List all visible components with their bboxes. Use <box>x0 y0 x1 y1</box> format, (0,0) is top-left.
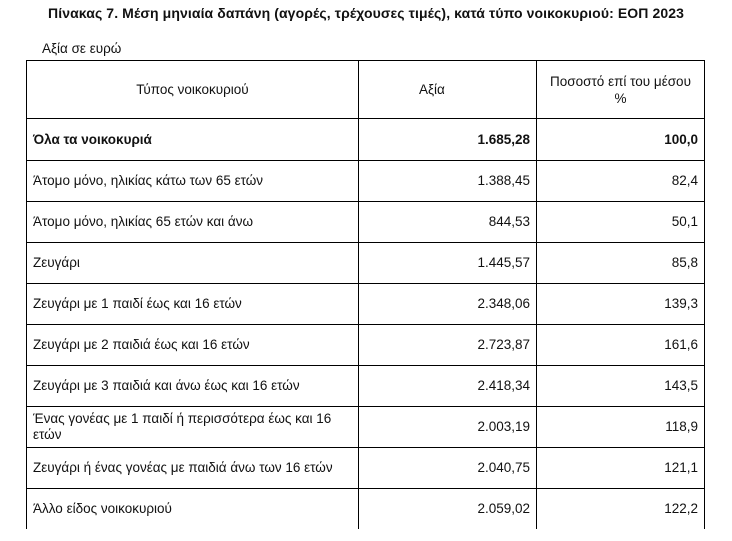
row-percent: 121,1 <box>537 448 705 489</box>
row-label: Όλα τα νοικοκυριά <box>27 119 359 161</box>
row-percent: 118,9 <box>537 407 705 448</box>
row-percent: 100,0 <box>537 119 705 161</box>
row-percent: 85,8 <box>537 243 705 284</box>
row-percent: 143,5 <box>537 366 705 407</box>
header-percent <box>537 61 705 119</box>
header-percent-line1: Ποσοστό επί του μέσου <box>550 73 691 89</box>
row-value: 2.003,19 <box>359 407 537 448</box>
row-value: 1.388,45 <box>359 161 537 202</box>
expenditure-table <box>26 60 705 529</box>
header-value: Αξία <box>359 61 537 119</box>
row-label: Άτομο μόνο, ηλικίας 65 ετών και άνω <box>27 202 359 243</box>
row-label: Ζευγάρι με 3 παιδιά και άνω έως και 16 ετών <box>27 366 359 407</box>
row-percent: 161,6 <box>537 325 705 366</box>
header-percent-line2: % <box>614 90 627 106</box>
table-title: Πίνακας 7. Μέση μηνιαία δαπάνη (αγορές, τρέχουσες τιμές), κατά τύπο νοικοκυριού: ΕΟΠ 2023 <box>48 5 684 21</box>
row-label: Άλλο είδος νοικοκυριού <box>27 489 359 530</box>
table-row <box>27 161 705 202</box>
row-value: 2.059,02 <box>359 489 537 530</box>
row-value: 2.040,75 <box>359 448 537 489</box>
row-value: 844,53 <box>359 202 537 243</box>
table-row <box>27 448 705 489</box>
row-value: 1.685,28 <box>359 119 537 161</box>
row-label: Ζευγάρι <box>27 243 359 284</box>
row-label: Ένας γονέας με 1 παιδί ή περισσότερα έως και 16 ετών <box>27 407 359 448</box>
table-row <box>27 202 705 243</box>
table-row <box>27 325 705 366</box>
table-row <box>27 284 705 325</box>
table-row <box>27 366 705 407</box>
row-percent: 50,1 <box>537 202 705 243</box>
row-label: Ζευγάρι με 1 παιδί έως και 16 ετών <box>27 284 359 325</box>
table-row <box>27 489 705 530</box>
header-household-type: Τύπος νοικοκυριού <box>27 61 359 119</box>
table-row-total <box>27 119 705 161</box>
table-row <box>27 407 705 448</box>
row-label: Ζευγάρι ή ένας γονέας με παιδιά άνω των 16 ετών <box>27 448 359 489</box>
header-row <box>27 61 705 119</box>
row-value: 2.348,06 <box>359 284 537 325</box>
unit-note: Αξία σε ευρώ <box>42 41 122 56</box>
row-value: 2.723,87 <box>359 325 537 366</box>
row-value: 2.418,34 <box>359 366 537 407</box>
row-percent: 139,3 <box>537 284 705 325</box>
table-row <box>27 243 705 284</box>
row-label: Άτομο μόνο, ηλικίας κάτω των 65 ετών <box>27 161 359 202</box>
row-value: 1.445,57 <box>359 243 537 284</box>
row-label: Ζευγάρι με 2 παιδιά έως και 16 ετών <box>27 325 359 366</box>
row-percent: 122,2 <box>537 489 705 530</box>
row-percent: 82,4 <box>537 161 705 202</box>
